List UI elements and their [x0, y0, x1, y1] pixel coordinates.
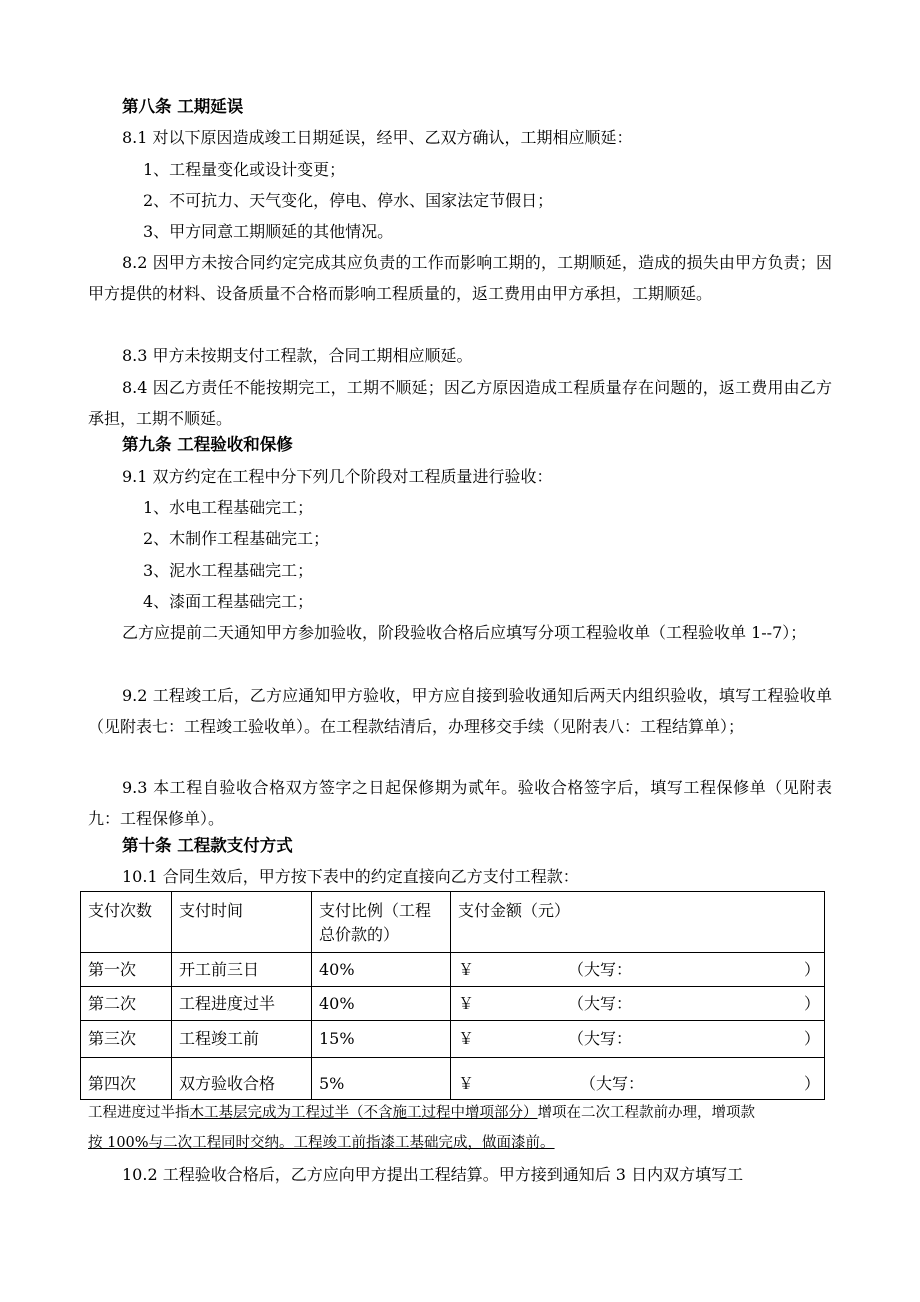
daxie-label: （大写： — [568, 1029, 633, 1048]
cell-amount — [451, 1021, 825, 1058]
close-paren: ） — [803, 959, 820, 979]
table-row — [81, 953, 825, 987]
yen-sign: ￥ — [458, 959, 475, 979]
daxie-label: （大写： — [580, 1074, 645, 1093]
list-item: 3、甲方同意工期顺延的其他情况。 — [143, 222, 394, 241]
payment-table — [80, 891, 825, 1100]
table-row — [81, 1021, 825, 1058]
payment-note-line1 — [88, 1101, 833, 1126]
daxie-label: （大写： — [568, 959, 633, 979]
paragraph-10-1: 10.1 合同生效后，甲方按下表中的约定直接向乙方支付工程款： — [122, 867, 579, 886]
header-cell: 支付次数 — [81, 892, 172, 953]
table-row — [81, 1058, 825, 1100]
article9-title: 第九条 工程验收和保修 — [122, 435, 293, 454]
header-cell: 支付比例（工程总价款的） — [312, 892, 451, 953]
cell-amount — [451, 1058, 825, 1100]
cell-time: 双方验收合格 — [172, 1058, 312, 1100]
daxie-label: （大写： — [568, 993, 633, 1013]
paragraph-8-4: 8.4 因乙方责任不能按期完工，工期不顺延；因乙方原因造成工程质量存在问题的，返工费用由乙方承担，工期不顺延。 — [88, 378, 832, 428]
header-cell: 支付时间 — [172, 892, 312, 953]
payment-note-line2 — [88, 1131, 833, 1156]
cell-time: 工程竣工前 — [172, 1021, 312, 1058]
paragraph-8-1: 8.1 对以下原因造成竣工日期延误，经甲、乙双方确认，工期相应顺延： — [122, 128, 633, 147]
table-header-row — [81, 892, 825, 953]
paragraph-8-2: 8.2 因甲方未按合同约定完成其应负责的工作而影响工期的，工期顺延，造成的损失由甲方负责；因甲方提供的材料、设备质量不合格而影响工程质量的，返工费用由甲方承担，工期顺延。 — [88, 253, 832, 303]
close-paren: ） — [803, 993, 820, 1013]
table-row — [81, 987, 825, 1021]
header-cell: 支付金额（元） — [451, 892, 825, 953]
note-underlined: 木工基层完成为工程过半（不含施工过程中增项部分） — [189, 1105, 538, 1121]
cell-ratio: 40% — [312, 953, 451, 987]
cell-time: 工程进度过半 — [172, 987, 312, 1021]
close-paren: ） — [803, 1074, 820, 1093]
paragraph-9-1: 9.1 双方约定在工程中分下列几个阶段对工程质量进行验收： — [122, 467, 553, 486]
cell-times: 第四次 — [81, 1058, 172, 1100]
note-underlined: 按 100%与二次工程同时交纳。工程竣工前指漆工基础完成，做面漆前。 — [88, 1135, 555, 1151]
list-item: 4、漆面工程基础完工； — [143, 592, 314, 611]
list-item: 2、不可抗力、天气变化，停电、停水、国家法定节假日； — [143, 191, 554, 210]
list-item: 3、泥水工程基础完工； — [143, 561, 314, 580]
close-paren: ） — [803, 1029, 820, 1048]
article10-title: 第十条 工程款支付方式 — [122, 836, 293, 855]
cell-ratio: 40% — [312, 987, 451, 1021]
paragraph-acceptance-notice: 乙方应提前二天通知甲方参加验收，阶段验收合格后应填写分项工程验收单（工程验收单 1--7）； — [122, 623, 807, 642]
paragraph-8-3: 8.3 甲方未按期支付工程款，合同工期相应顺延。 — [122, 346, 473, 365]
yen-sign: ￥ — [458, 1074, 475, 1093]
cell-times: 第二次 — [81, 987, 172, 1021]
article8-title: 第八条 工期延误 — [122, 97, 244, 116]
note-rest: 增项在二次工程款前办理，增项款 — [537, 1105, 755, 1121]
cell-time: 开工前三日 — [172, 953, 312, 987]
paragraph-10-2: 10.2 工程验收合格后，乙方应向甲方提出工程结算。甲方接到通知后 3 日内双方填写工 — [122, 1165, 744, 1184]
yen-sign: ￥ — [458, 993, 475, 1013]
list-item: 1、水电工程基础完工； — [143, 498, 314, 517]
note-prefix: 工程进度过半指 — [88, 1105, 190, 1121]
cell-amount — [451, 987, 825, 1021]
cell-ratio: 15% — [312, 1021, 451, 1058]
cell-times: 第一次 — [81, 953, 172, 987]
cell-amount — [451, 953, 825, 987]
list-item: 2、木制作工程基础完工； — [143, 529, 330, 548]
yen-sign: ￥ — [458, 1029, 475, 1048]
list-item: 1、工程量变化或设计变更； — [143, 160, 346, 179]
paragraph-9-2: 9.2 工程竣工后，乙方应通知甲方验收，甲方应自接到验收通知后两天内组织验收，填写工程验收单（见附表七：工程竣工验收单）。在工程款结清后，办理移交手续（见附表八：工程结算单）； — [88, 686, 832, 736]
paragraph-9-3: 9.3 本工程自验收合格双方签字之日起保修期为贰年。验收合格签字后，填写工程保修单（见附表九：工程保修单）。 — [88, 778, 832, 828]
cell-times: 第三次 — [81, 1021, 172, 1058]
cell-ratio: 5% — [312, 1058, 451, 1100]
